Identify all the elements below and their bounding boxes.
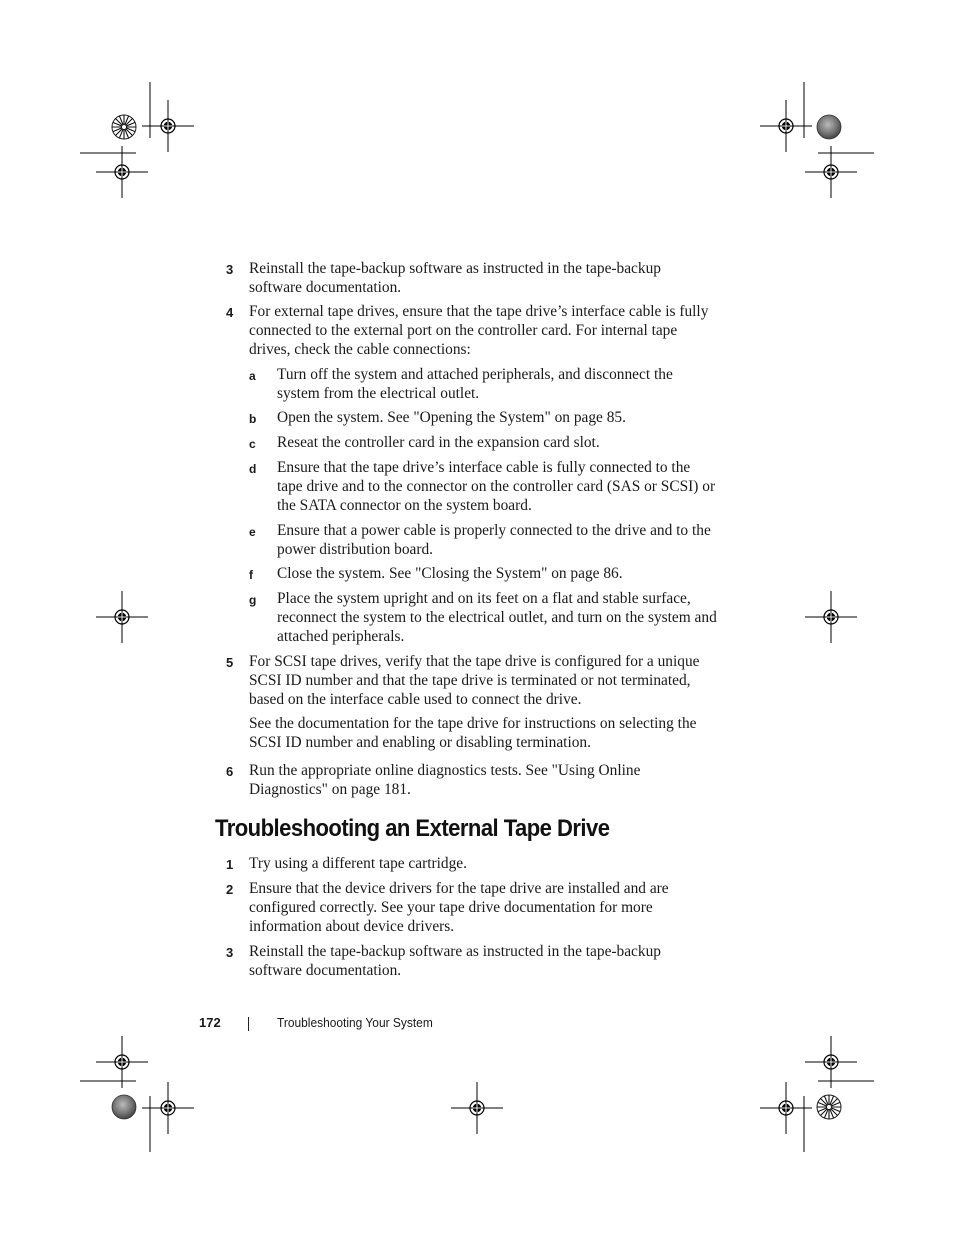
- step-number: 4: [226, 305, 234, 320]
- step-number: 3: [226, 262, 234, 277]
- substep-letter: a: [249, 369, 256, 383]
- section-heading: Troubleshooting an External Tape Drive: [215, 815, 610, 842]
- step-number: 6: [226, 764, 234, 779]
- page-number: 172: [199, 1015, 221, 1030]
- substep-text: Open the system. See "Opening the System" on page 85.: [277, 409, 626, 426]
- substep-text: Ensure that the tape drive’s interface cable is fully connected to the tape drive and to the connector on the controller card (SAS or SCSI) or the SATA connector on the system board.: [277, 459, 716, 514]
- step-text: Ensure that the device drivers for the tape drive are installed and are configured correctly. See your tape drive documentation for more information about device drivers.: [249, 880, 669, 935]
- substep-text: Ensure that a power cable is properly connected to the drive and to the power distribution board.: [277, 522, 711, 558]
- substep-text: Place the system upright and on its feet on a flat and stable surface, reconnect the system to the electrical outlet, and turn on the system and attached peripherals.: [277, 590, 717, 645]
- substep-letter: c: [249, 437, 256, 451]
- step-number: 2: [226, 882, 234, 897]
- step-number: 5: [226, 655, 234, 670]
- step-note: See the documentation for the tape drive for instructions on selecting the SCSI ID number and enabling or disabling termination.: [249, 715, 697, 751]
- substep-text: Turn off the system and attached peripherals, and disconnect the system from the electrical outlet.: [277, 366, 673, 402]
- substep-letter: e: [249, 525, 256, 539]
- substep-text: Close the system. See "Closing the System" on page 86.: [277, 565, 623, 582]
- step-text: Run the appropriate online diagnostics tests. See "Using Online Diagnostics" on page 181.: [249, 762, 641, 798]
- footer-divider: [248, 1017, 249, 1031]
- step-number: 3: [226, 945, 234, 960]
- substep-text: Reseat the controller card in the expansion card slot.: [277, 434, 600, 451]
- substep-letter: g: [249, 593, 257, 607]
- step-number: 1: [226, 857, 234, 872]
- step-text: Reinstall the tape-backup software as instructed in the tape-backup software documentation.: [249, 943, 661, 979]
- step-text: Reinstall the tape-backup software as instructed in the tape-backup software documentation.: [249, 260, 661, 296]
- step-text: Try using a different tape cartridge.: [249, 855, 467, 872]
- substep-letter: b: [249, 412, 257, 426]
- substep-letter: d: [249, 462, 257, 476]
- running-footer-title: Troubleshooting Your System: [277, 1015, 433, 1030]
- substep-letter: f: [249, 568, 253, 582]
- step-text: For external tape drives, ensure that the tape drive’s interface cable is fully connected to the external port on the controller card. For internal tape drives, check the cable connections:: [249, 303, 709, 358]
- step-text: For SCSI tape drives, verify that the tape drive is configured for a unique SCSI ID number and that the tape drive is terminated or not terminated, based on the interface cable used to connect the drive.: [249, 653, 700, 708]
